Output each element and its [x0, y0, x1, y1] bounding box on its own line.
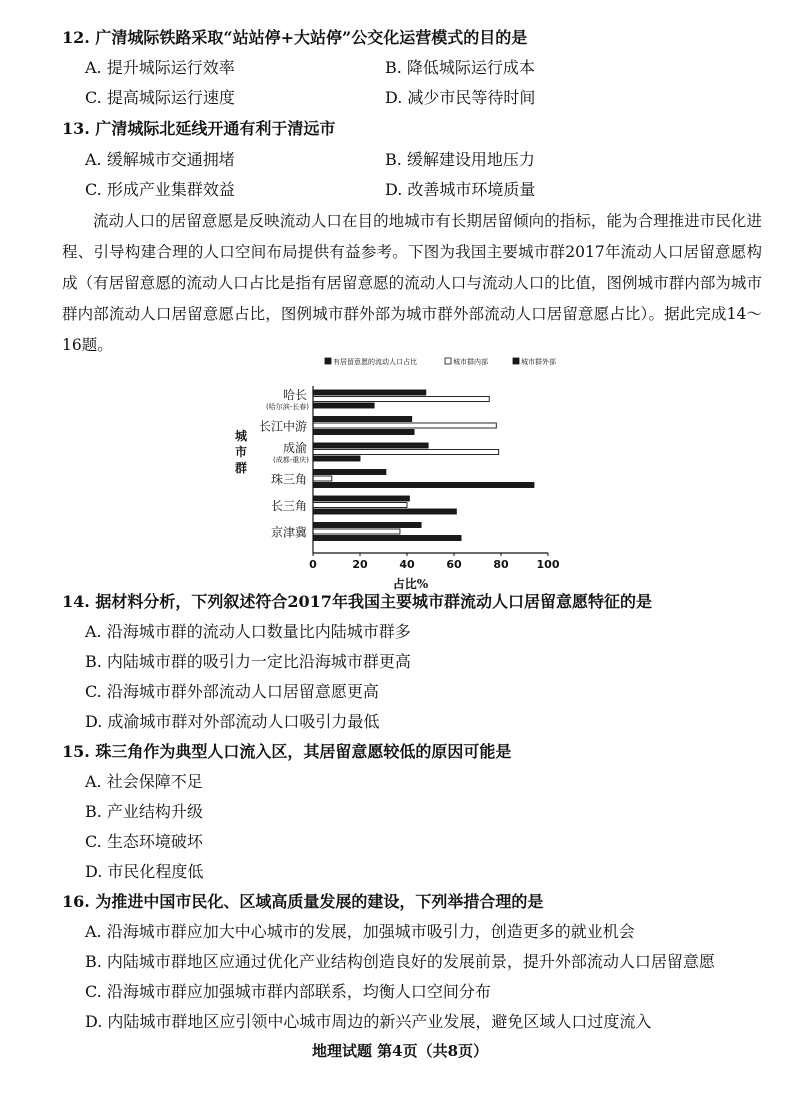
legend-swatch-0	[325, 358, 331, 364]
q13-option-c: C. 形成产业集群效益	[85, 180, 235, 199]
q16-option-b: B. 内陆城市群地区应通过优化产业结构创造良好的发展前景，提升外部流动人口居留意愿	[85, 952, 715, 971]
legend-swatch-2	[513, 358, 519, 364]
x-tick-label-2: 40	[399, 558, 415, 571]
bar-3-1	[313, 476, 332, 481]
q16-option-a: A. 沿海城市群应加大中心城市的发展，加强城市吸引力，创造更多的就业机会	[85, 922, 635, 941]
y-axis-title-char-2: 群	[234, 461, 248, 475]
q15-option-b: B. 产业结构升级	[85, 802, 203, 821]
bar-4-0	[313, 496, 409, 501]
q14-option-a: A. 沿海城市群的流动人口数量比内陆城市群多	[85, 622, 411, 641]
x-tick-label-5: 100	[536, 558, 560, 571]
bar-2-0	[313, 443, 428, 448]
q13-option-b: B. 缓解建设用地压力	[385, 150, 535, 169]
bar-2-2	[313, 456, 360, 461]
bar-0-2	[313, 403, 374, 408]
y-axis-title-char-1: 市	[234, 445, 248, 459]
bar-1-1	[313, 423, 496, 428]
x-tick-label-3: 60	[446, 558, 462, 571]
bar-5-2	[313, 536, 461, 541]
page-footer: 地理试题 第4页（共8页）	[311, 1042, 489, 1060]
reading-passage: 流动人口的居留意愿是反映流动人口在目的地城市有长期居留倾向的指标，能为合理推进市民化进程、引导构建合理的人口空间布局提供有益参考。下图为我国主要城市群2017年流动人口居留意愿构成（有居留意愿的流动人口占比是指有居留意愿的流动人口与流动人口的比值，图例城市群内部为城市群内部流动人口居留意愿占比，图例城市群外部为城市群外部流动人口居留意愿占比）。据此完成14～16题。	[62, 212, 762, 354]
bar-3-0	[313, 470, 386, 475]
q15-option-d: D. 市民化程度低	[85, 862, 204, 881]
bar-2-1	[313, 450, 499, 455]
q14-option-d: D. 成渝城市群对外部流动人口吸引力最低	[85, 712, 380, 731]
bar-4-2	[313, 509, 456, 514]
x-tick-label-0: 0	[309, 558, 317, 571]
q16-option-d: D. 内陆城市群地区应引领中心城市周边的新兴产业发展，避免区域人口过度流入	[85, 1012, 652, 1031]
q12-option-d: D. 减少市民等待时间	[385, 88, 536, 107]
bar-0-1	[313, 397, 489, 402]
q15-option-c: C. 生态环境破坏	[85, 832, 203, 851]
category-label-1: 长江中游	[258, 419, 307, 434]
q14-option-c: C. 沿海城市群外部流动人口居留意愿更高	[85, 682, 379, 701]
category-label-4: 长三角	[270, 498, 307, 513]
bar-1-2	[313, 430, 414, 435]
category-label-3: 珠三角	[270, 472, 307, 487]
q12-option-c: C. 提高城际运行速度	[85, 88, 235, 107]
legend-label-2: 城市群外部	[521, 358, 556, 366]
q12-stem: 12. 广清城际铁路采取“站站停+大站停”公交化运营模式的目的是	[62, 28, 528, 47]
legend-label-0: 有居留意愿的流动人口占比	[333, 358, 417, 366]
q13-stem: 13. 广清城际北延线开通有利于清远市	[62, 119, 336, 138]
bar-0-0	[313, 390, 426, 395]
x-tick-label-1: 20	[352, 558, 368, 571]
category-label-0: 哈长	[282, 387, 307, 402]
bar-3-2	[313, 483, 534, 488]
q12-option-a: A. 提升城际运行效率	[85, 58, 235, 77]
bar-4-1	[313, 503, 407, 508]
bar-1-0	[313, 417, 412, 422]
residence-willingness-chart	[225, 352, 575, 591]
category-sublabel-0: (哈尔滨-长春)	[266, 402, 309, 411]
q14-stem: 14. 据材料分析，下列叙述符合2017年我国主要城市群流动人口居留意愿特征的是	[62, 592, 652, 611]
q13-option-a: A. 缓解城市交通拥堵	[85, 150, 235, 169]
legend-swatch-1	[445, 358, 451, 364]
legend-label-1: 城市群内部	[453, 358, 488, 366]
q16-stem: 16. 为推进中国市民化、区域高质量发展的建设，下列举措合理的是	[62, 892, 544, 911]
q12-option-b: B. 降低城际运行成本	[385, 58, 535, 77]
q15-stem: 15. 珠三角作为典型人口流入区，其居留意愿较低的原因可能是	[62, 742, 512, 761]
q14-option-b: B. 内陆城市群的吸引力一定比沿海城市群更高	[85, 652, 411, 671]
bar-5-0	[313, 523, 421, 528]
q13-option-d: D. 改善城市环境质量	[385, 180, 536, 199]
x-axis-title: 占比%	[392, 577, 429, 591]
category-sublabel-2: (成都-重庆)	[273, 455, 309, 464]
category-label-2: 成渝	[282, 440, 307, 455]
bar-5-1	[313, 529, 400, 534]
q15-option-a: A. 社会保障不足	[85, 772, 203, 791]
q16-option-c: C. 沿海城市群应加强城市群内部联系，均衡人口空间分布	[85, 982, 491, 1001]
category-label-5: 京津冀	[270, 525, 307, 540]
x-tick-label-4: 80	[493, 558, 509, 571]
y-axis-title-char-0: 城	[234, 429, 248, 443]
